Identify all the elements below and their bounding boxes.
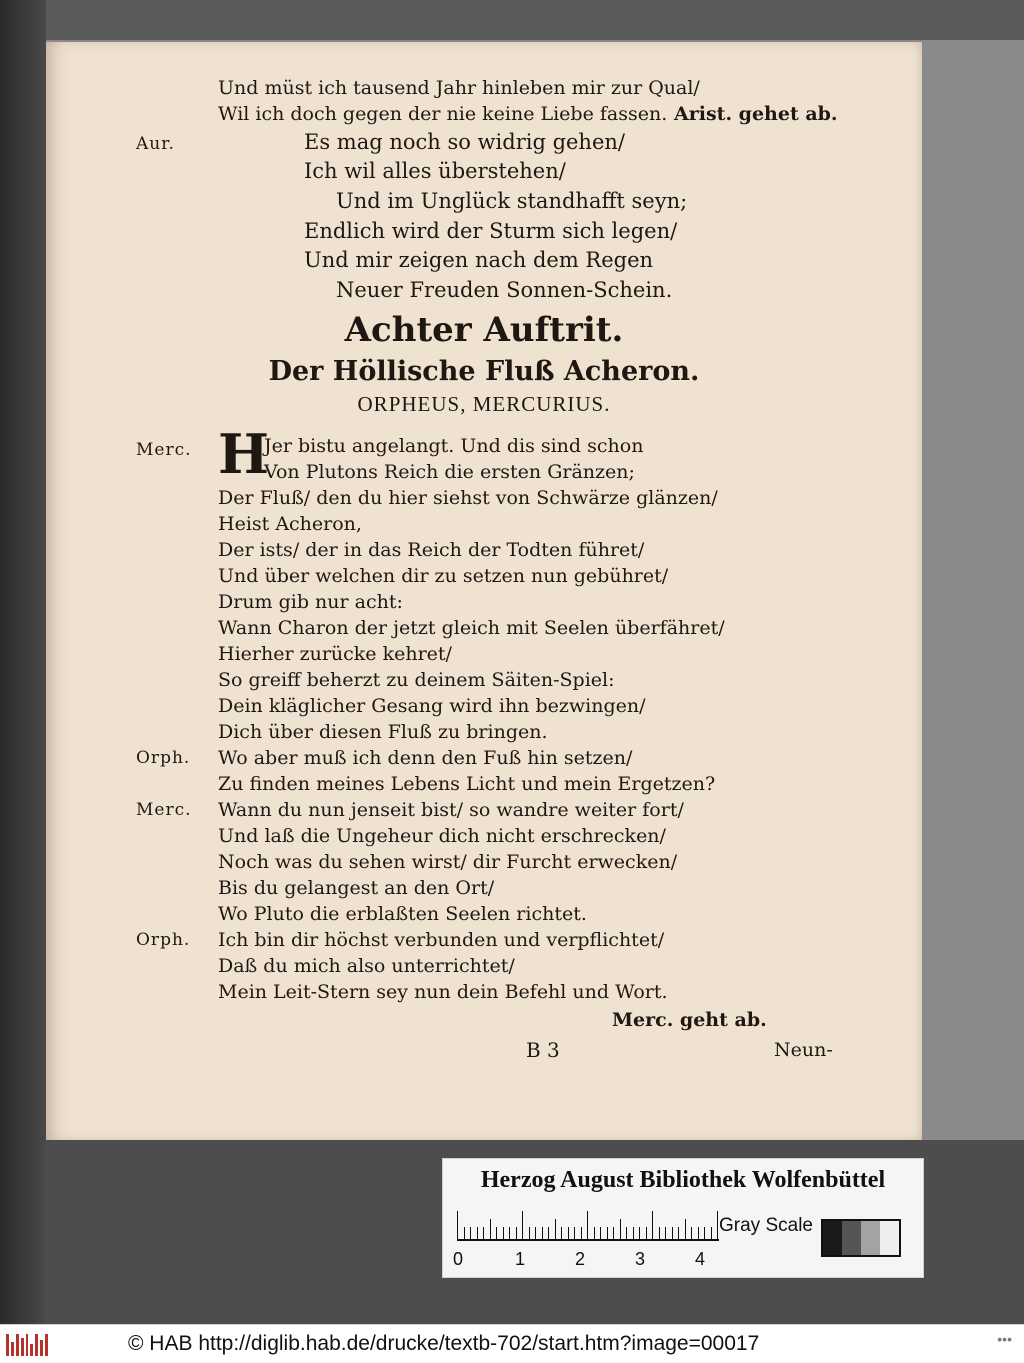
drop-capital: H xyxy=(218,422,270,486)
stage-direction: Merc. geht ab. xyxy=(612,1009,767,1031)
ruler-tick xyxy=(529,1227,530,1239)
ruler-number: 3 xyxy=(635,1249,646,1269)
dialogue-line: So greiff beherzt zu deinem Säiten-Spiel: xyxy=(218,669,615,691)
ruler-tick xyxy=(607,1227,608,1239)
ruler-tick xyxy=(483,1227,484,1239)
scene-place: Der Höllische Fluß Acheron. xyxy=(268,356,700,387)
ruler-tick xyxy=(646,1227,647,1239)
ruler-tick xyxy=(698,1227,699,1239)
logo-bar xyxy=(45,1334,48,1356)
dialogue-line: Heist Acheron, xyxy=(218,513,362,535)
ruler-number: 4 xyxy=(695,1249,706,1269)
dialogue-line: Wo aber muß ich denn den Fuß hin setzen/ xyxy=(218,747,633,769)
logo-bar xyxy=(40,1340,43,1356)
ruler-tick xyxy=(678,1227,679,1239)
ruler-tick xyxy=(704,1227,705,1239)
gray-swatch xyxy=(823,1221,842,1255)
ruler-tick xyxy=(574,1227,575,1239)
ruler-tick xyxy=(542,1227,543,1239)
logo-bar xyxy=(11,1342,14,1356)
ruler-tick xyxy=(496,1227,497,1239)
ruler-tick xyxy=(516,1227,517,1239)
dialogue-line: Noch was du sehen wirst/ dir Furcht erwecken/ xyxy=(218,851,678,873)
book-page xyxy=(46,42,922,1140)
catchword: Neun- xyxy=(774,1039,833,1061)
dialogue-line: Daß du mich also unterrichtet/ xyxy=(218,955,515,977)
ruler-scale xyxy=(457,1211,719,1241)
scene-title: Achter Auftrit. xyxy=(344,310,624,350)
more-icon[interactable]: ••• xyxy=(997,1331,1012,1347)
gray-swatch xyxy=(842,1221,861,1255)
ruler-number: 1 xyxy=(515,1249,526,1269)
dialogue-line: Bis du gelangest an den Ort/ xyxy=(218,877,495,899)
logo-bar xyxy=(6,1334,9,1356)
ruler-tick xyxy=(587,1211,588,1239)
book-cover-spine xyxy=(0,0,46,1324)
dialogue-line: Zu finden meines Lebens Licht und mein Ergetzen? xyxy=(218,773,716,795)
library-label xyxy=(442,1158,924,1278)
ruler-tick xyxy=(626,1227,627,1239)
ruler-tick xyxy=(568,1227,569,1239)
ruler-number: 2 xyxy=(575,1249,586,1269)
ruler-tick xyxy=(672,1227,673,1239)
ruler-tick xyxy=(555,1219,556,1239)
logo-bar xyxy=(26,1334,29,1356)
dialogue-line: Der ists/ der in das Reich der Todten führet/ xyxy=(218,539,645,561)
ruler-tick xyxy=(548,1227,549,1239)
gray-swatch xyxy=(861,1221,880,1255)
dialogue-line: Wo Pluto die erblaßten Seelen richtet. xyxy=(218,903,587,925)
ruler-tick xyxy=(659,1227,660,1239)
verse-line: Und müst ich tausend Jahr hinleben mir zur Qual/ xyxy=(218,77,700,99)
logo-bar xyxy=(21,1338,24,1356)
ruler-tick xyxy=(600,1227,601,1239)
library-name: Herzog August Bibliothek Wolfenbüttel xyxy=(480,1167,886,1193)
verse-line: Und mir zeigen nach dem Regen xyxy=(304,248,654,272)
dialogue-line: Wann du nun jenseit bist/ so wandre weiter fort/ xyxy=(218,799,684,821)
dialogue-line: Hierher zurücke kehret/ xyxy=(218,643,452,665)
dialogue-line: Ich bin dir höchst verbunden und verpflichtet/ xyxy=(218,929,665,951)
ruler-tick xyxy=(490,1219,491,1239)
speaker-label: Merc. xyxy=(136,440,192,460)
dialogue-line: Der Fluß/ den du hier siehst von Schwärze glänzen/ xyxy=(218,487,718,509)
ruler-tick xyxy=(665,1227,666,1239)
footer-bar xyxy=(0,1324,1024,1363)
ruler-tick xyxy=(581,1227,582,1239)
page-signature: B 3 xyxy=(526,1038,560,1062)
ruler-tick xyxy=(457,1211,458,1239)
dialogue-line: Mein Leit-Stern sey nun dein Befehl und Wort. xyxy=(218,981,668,1003)
ruler-tick xyxy=(691,1227,692,1239)
ruler-tick xyxy=(639,1227,640,1239)
verse-line: Neuer Freuden Sonnen-Schein. xyxy=(336,278,673,302)
verse-line: Endlich wird der Sturm sich legen/ xyxy=(304,219,678,243)
dialogue-line: Von Plutons Reich die ersten Gränzen; xyxy=(264,461,635,483)
dialogue-line: Und laß die Ungeheur dich nicht erschrecken/ xyxy=(218,825,666,847)
dialogue-line: Dich über diesen Fluß zu bringen. xyxy=(218,721,548,743)
ruler-tick xyxy=(685,1219,686,1239)
ruler-number: 0 xyxy=(453,1249,464,1269)
scene-characters: ORPHEUS, MERCURIUS. xyxy=(357,392,611,416)
ruler-tick xyxy=(717,1211,718,1239)
verse-line: Und im Unglück standhafft seyn; xyxy=(336,189,688,213)
hab-logo-icon xyxy=(6,1332,48,1356)
ruler-tick xyxy=(594,1227,595,1239)
logo-bar xyxy=(30,1344,33,1356)
verse-line: Wil ich doch gegen der nie keine Liebe fassen. xyxy=(218,103,668,125)
verse-line: Es mag noch so widrig gehen/ xyxy=(304,130,625,154)
ruler-tick xyxy=(464,1227,465,1239)
ruler-tick xyxy=(535,1227,536,1239)
speaker-label: Aur. xyxy=(136,134,175,154)
logo-bar xyxy=(35,1334,38,1356)
dialogue-line: Wann Charon der jetzt gleich mit Seelen überfähret/ xyxy=(218,617,725,639)
ruler-tick xyxy=(561,1227,562,1239)
gray-swatch xyxy=(880,1221,899,1255)
verse-line: Ich wil alles überstehen/ xyxy=(304,159,566,183)
dialogue-line: Dein kläglicher Gesang wird ihn bezwingen/ xyxy=(218,695,646,717)
ruler-tick xyxy=(613,1227,614,1239)
stage-direction: Arist. gehet ab. xyxy=(674,103,838,125)
ruler-tick xyxy=(503,1227,504,1239)
logo-bar xyxy=(16,1334,19,1356)
gray-scale-swatches xyxy=(821,1219,901,1257)
footer-copyright[interactable]: © HAB http://diglib.hab.de/drucke/textb-702/start.htm?image=00017 xyxy=(128,1332,760,1355)
speaker-label: Orph. xyxy=(136,748,191,768)
ruler-tick xyxy=(477,1227,478,1239)
ruler-tick xyxy=(652,1211,653,1239)
gray-scale-label: Gray Scale xyxy=(719,1215,813,1236)
ruler-tick xyxy=(620,1219,621,1239)
speaker-label: Merc. xyxy=(136,800,192,820)
speaker-label: Orph. xyxy=(136,930,191,950)
ruler-tick xyxy=(633,1227,634,1239)
dialogue-line: Drum gib nur acht: xyxy=(218,591,403,613)
ruler-tick xyxy=(470,1227,471,1239)
dialogue-line: Und über welchen dir zu setzen nun gebühret/ xyxy=(218,565,669,587)
ruler-tick xyxy=(522,1211,523,1239)
dialogue-line: Jer bistu angelangt. Und dis sind schon xyxy=(264,435,644,457)
ruler-tick xyxy=(711,1227,712,1239)
book-cover-top xyxy=(0,0,1024,40)
ruler-tick xyxy=(509,1227,510,1239)
